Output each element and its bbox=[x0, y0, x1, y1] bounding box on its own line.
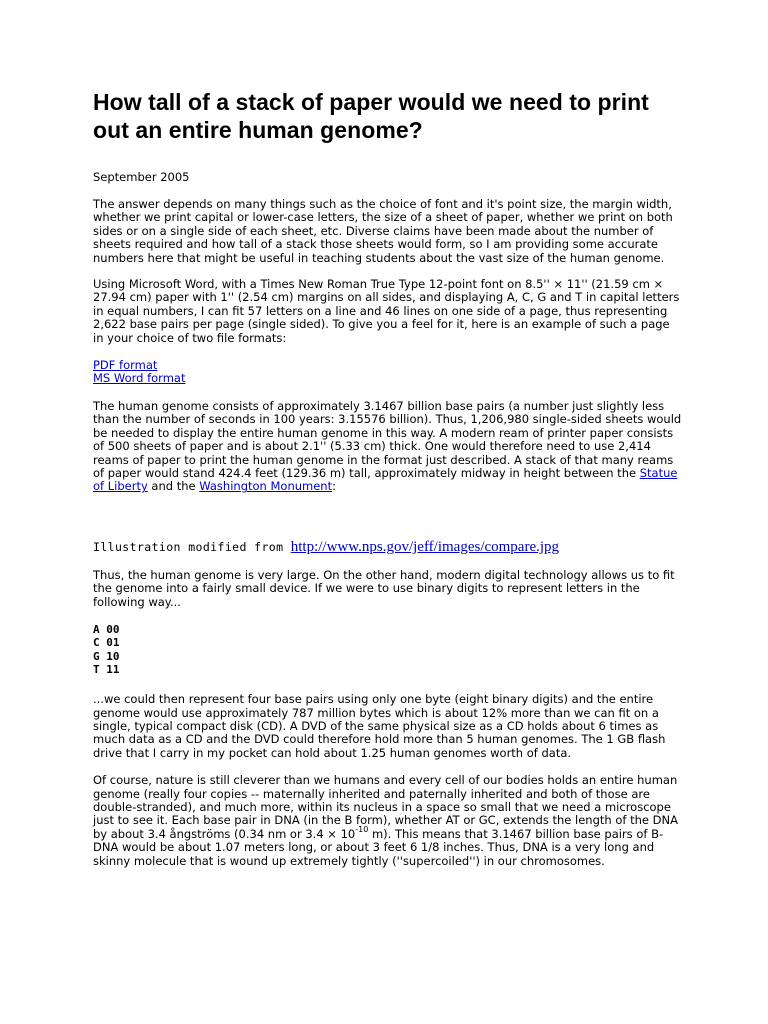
encoding-row-a: A 00 bbox=[93, 622, 120, 636]
binary-encoding-table bbox=[93, 623, 683, 676]
genome-size-text: The human genome consists of approximately 3.1467 billion base pairs (a number just slightly less than the number of seconds in 100 years: 3.15576 billion). Thus, 1,206,980 single-sided sheets would be needed to display the entire human genome in this way. A modern ream of printer paper consists of 500 sheets of paper and is about 2.1'' (5.33 cm) thick. One would therefore need to use 2,414 reams of paper to print the human genome in the format just described. A stack of that many reams of paper would stand 424.4 feet (129.36 m) tall, approximately midway in height between the bbox=[93, 398, 682, 480]
encoding-row-g: G 10 bbox=[93, 649, 120, 663]
conjunction-text: and the bbox=[147, 479, 200, 494]
storage-paragraph: ...we could then represent four base pairs using only one byte (eight binary digits) and the entire genome would use approximately 787 million bytes which is about 12% more than we can fit on a single, typical compact disk (CD). A DVD of the same physical size as a CD holds about 6 times as much data as a CD and the DVD could therefore hold more than 5 human genomes. The 1 GB flash drive that I carry in my pocket can hold about 1.25 human genomes worth of data. bbox=[93, 692, 666, 760]
dna-paragraph bbox=[93, 774, 683, 868]
method-paragraph: Using Microsoft Word, with a Times New Roman True Type 12-point font on 8.5'' × 11'' (21.59 cm × 27.94 cm) paper with 1'' (2.54 cm) margins on all sides, and displaying A, C, G and T in capital letters in equal numbers, I can fit 57 letters on a line and 46 lines on one side of a page, thus representing 2,622 base pairs per page (single sided). To give you a feel for it, here is an example of such a page in your choice of two file formats: bbox=[93, 277, 680, 345]
digital-paragraph: Thus, the human genome is very large. On the other hand, modern digital technology allows us to fit the genome into a fairly small device. If we were to use binary digits to represent letters in the following way... bbox=[93, 567, 675, 609]
encoding-row-t: T 11 bbox=[93, 662, 120, 676]
washington-monument-link[interactable]: Washington Monument bbox=[199, 479, 333, 494]
illustration-credit bbox=[93, 539, 683, 555]
illustration-prefix: Illustration modified from bbox=[93, 539, 291, 554]
exponent: -10 bbox=[355, 824, 369, 834]
colon-text: : bbox=[332, 479, 336, 494]
dna-text-b: m). This means that 3.1467 billion base pairs of B-DNA would be about 1.07 meters long, or about 3 feet 6 1/8 inches. Thus, DNA is a very long and skinny molecule that is wound up extremely tightly (''supercoiled'') in our chromosomes. bbox=[93, 826, 664, 868]
encoding-row-c: C 01 bbox=[93, 636, 120, 650]
page-title: How tall of a stack of paper would we need to print out an entire human genome? bbox=[93, 89, 649, 143]
file-format-links bbox=[93, 359, 683, 386]
publication-date: September 2005 bbox=[93, 170, 190, 184]
dna-text-a: Of course, nature is still cleverer than we humans and every cell of our bodies holds an entire human genome (really four copies -- maternally inherited and paternally inherited and both of those are double-stranded), and much more, within its nucleus in a space so small that we need a microscope just to see it. Each base pair in DNA (in the B form), whether AT or GC, extends the length of the DNA by about 3.4 ångströms (0.34 nm or 3.4 × 10 bbox=[93, 773, 678, 841]
genome-size-paragraph bbox=[93, 400, 683, 494]
ms-word-format-link[interactable]: MS Word format bbox=[93, 371, 186, 386]
statue-of-liberty-link[interactable]: Statue of Liberty bbox=[93, 465, 678, 494]
intro-paragraph: The answer depends on many things such as the choice of font and it's point size, the margin width, whether we print capital or lower-case letters, the size of a sheet of paper, whether we print on both sides or on a single side of each sheet, etc. Diverse claims have been made about the number of sheets required and how tall of a stack those sheets would form, so I am providing some accurate numbers here that might be useful in teaching students about the vast size of the human genome. bbox=[93, 197, 673, 265]
pdf-format-link[interactable]: PDF format bbox=[93, 358, 158, 373]
illustration-source-link[interactable]: http://www.nps.gov/jeff/images/compare.jpg bbox=[290, 538, 560, 555]
document-body bbox=[93, 88, 683, 868]
